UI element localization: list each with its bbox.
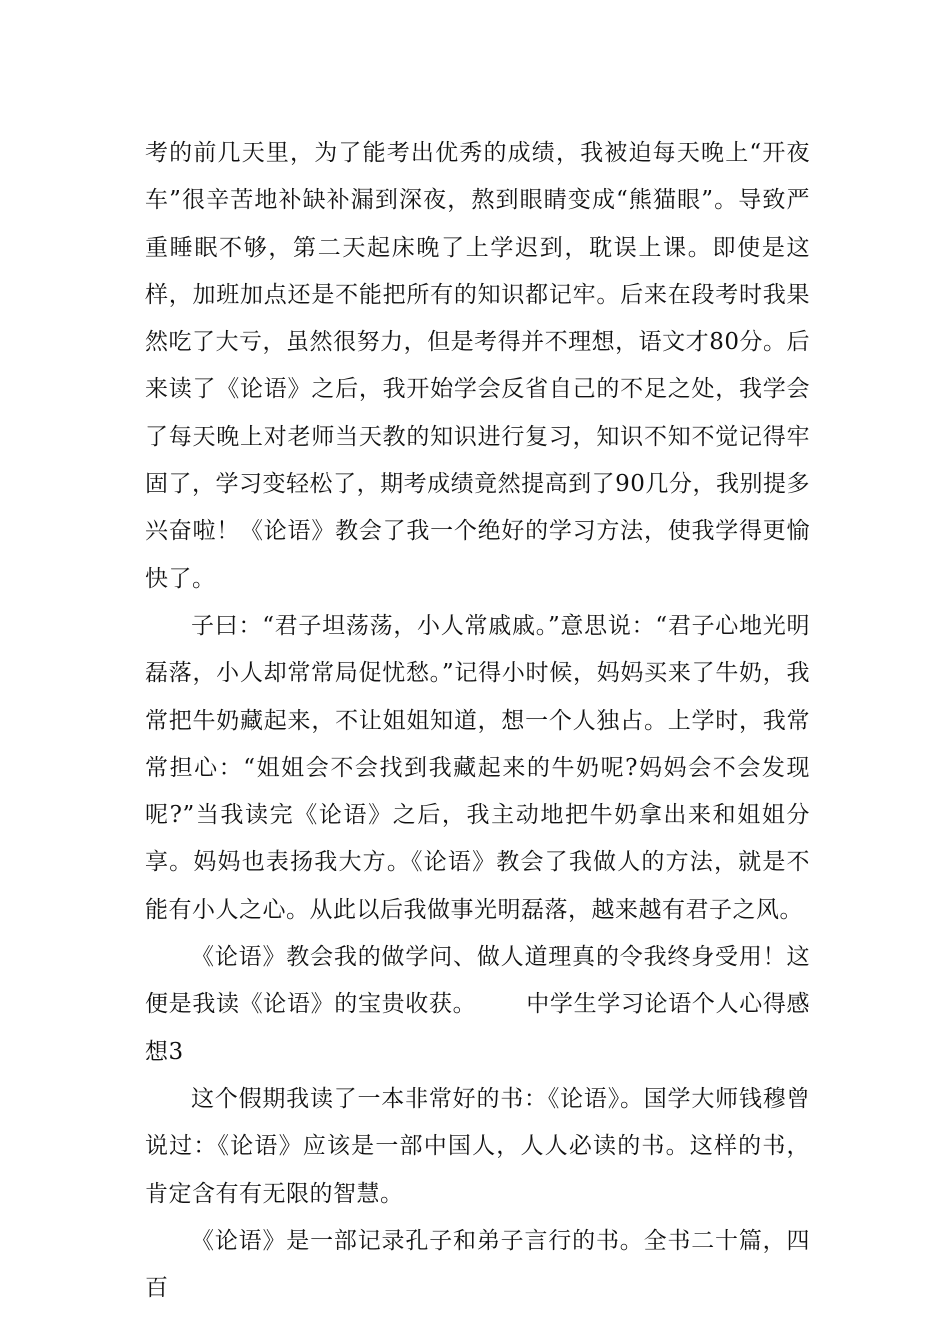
paragraph-summary [145,934,810,1076]
document-body [145,130,810,1312]
paragraph-study-method: 考的前几天里，为了能考出优秀的成绩，我被迫每天晚上“开夜车”很辛苦地补缺补漏到深夜，熬到眼睛变成“熊猫眼”。导致严重睡眠不够，第二天起床晚了上学迟到，耽误上课。即使是这样，加班加点还是不能把所有的知识都记牢。后来在段考时我果然吃了大亏，虽然很努力，但是考得并不理想，语文才80分。后来读了《论语》之后，我开始学会反省自己的不足之处，我学会了每天晚上对老师当天教的知识进行复习，知识不知不觉记得牢固了，学习变轻松了，期考成绩竟然提高到了90几分，我别提多兴奋啦！《论语》教会了我一个绝好的学习方法，使我学得更愉快了。 [145,140,810,592]
paragraph-summary-text: 《论语》教会我的做学问、做人道理真的令我终身受用！这便是我读《论语》的宝贵收获。 [145,944,810,1018]
paragraph-book-intro: 《论语》是一部记录孔子和弟子言行的书。全书二十篇，四百 [145,1227,810,1302]
section-heading: 中学生学习论语个人心得感想3 [145,991,811,1065]
paragraph-junzi-quote: 子曰：“君子坦荡荡，小人常戚戚。”意思说：“君子心地光明磊落，小人却常常局促忧愁。”记得小时候，妈妈买来了牛奶，我常把牛奶藏起来，不让姐姐知道，想一个人独占。上学时，我常常担心：“姐姐会不会找到我藏起来的牛奶呢?妈妈会不会发现呢?”当我读完《论语》之后，我主动地把牛奶拿出来和姐姐分享。妈妈也表扬我大方。《论语》教会了我做人的方法，就是不能有小人之心。从此以后我做事光明磊落，越来越有君子之风。 [145,612,810,923]
paragraph-holiday-reading: 这个假期我读了一本非常好的书：《论语》。国学大师钱穆曾说过：《论语》应该是一部中国人，人人必读的书。这样的书，肯定含有有无限的智慧。 [145,1085,810,1207]
